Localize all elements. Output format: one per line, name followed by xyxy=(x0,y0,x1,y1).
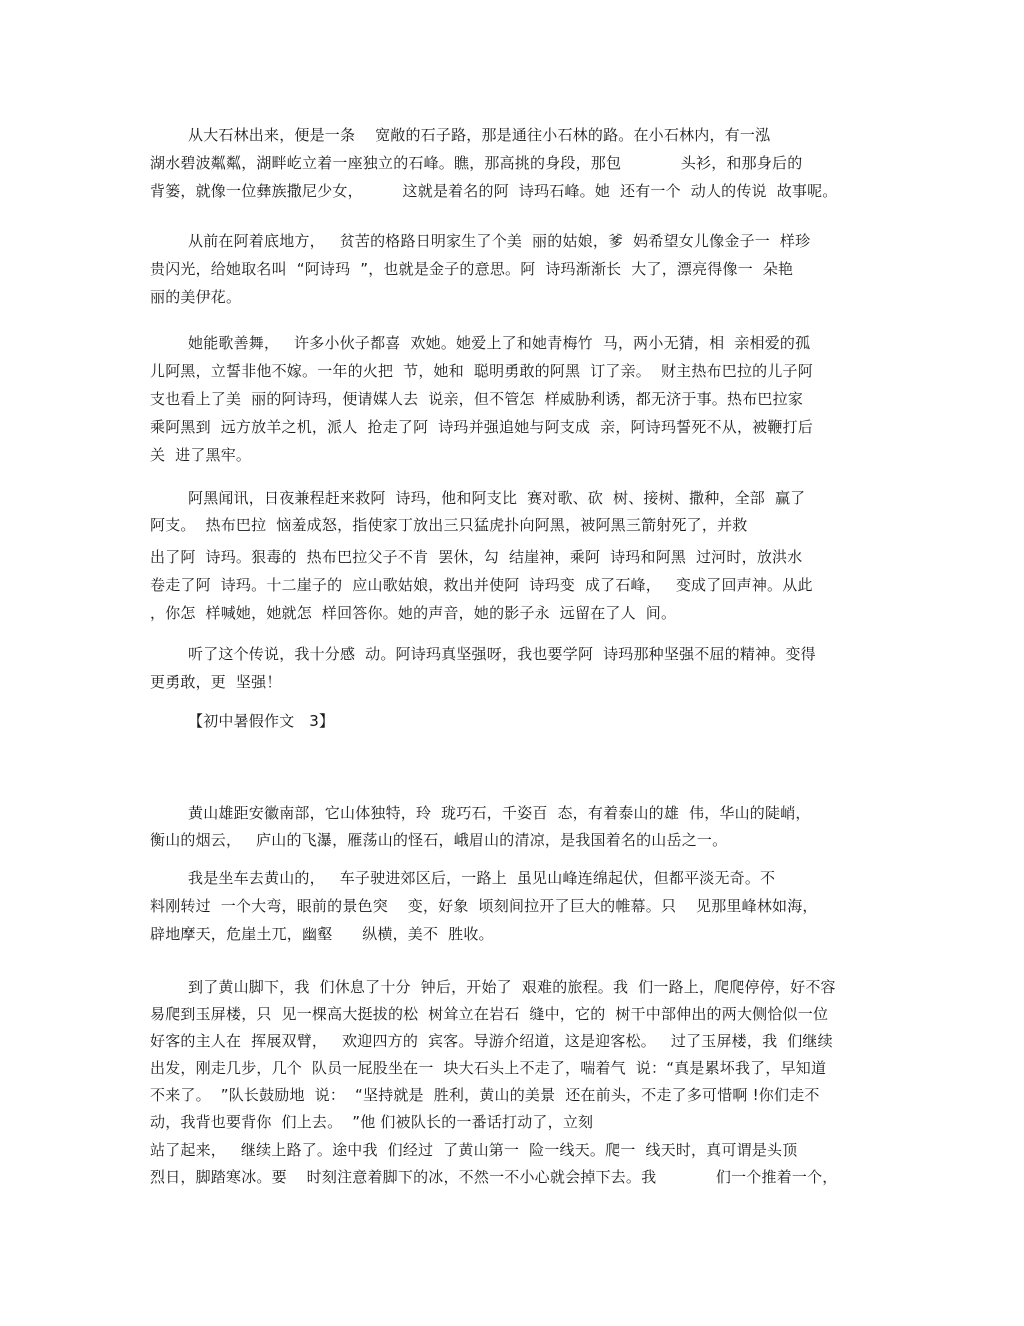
paragraph-2-line-3: 丽的美伊花。 xyxy=(150,288,242,306)
paragraph-7-line-3: 辟地摩天，危崖土兀，幽壑 纵横，美不 胜收。 xyxy=(150,925,494,943)
paragraph-3-line-2: 儿阿黑，立誓非他不嫁。一年的火把 节，她和 聪明勇敢的阿黑 订了亲。 财主热布巴拉的儿子阿 xyxy=(150,362,813,380)
paragraph-3-line-3: 支也看上了美 丽的阿诗玛，便请媒人去 说亲，但不管怎 样威胁利诱，都无济于事。热布巴拉家 xyxy=(150,390,804,408)
paragraph-8-line-7: 站了起来， 继续上路了。途中我 们经过 了黄山第一 险一线天。爬一 线天时，真可谓是头顶 xyxy=(150,1141,798,1159)
paragraph-8-line-8: 烈日，脚踏寒冰。要 时刻注意着脚下的冰，不然一不小心就会掉下去。我 们一个推着一个， xyxy=(150,1168,838,1186)
paragraph-3-line-1: 她能歌善舞， 许多小伙子都喜 欢她。她爱上了和她青梅竹 马，两小无猜，相 亲相爱的孤 xyxy=(188,334,811,352)
paragraph-1-line-3: 背篓，就像一位彝族撒尼少女， 这就是着名的阿 诗玛石峰。她 还有一个 动人的传说 故事呢。 xyxy=(150,182,838,200)
paragraph-1-line-1: 从大石林出来，便是一条 宽敞的石子路，那是通往小石林的路。在小石林内，有一泓 xyxy=(188,126,771,144)
paragraph-8-line-6: 动，我背也要背你 们上去。 ”他 们被队长的一番话打动了，立刻 xyxy=(150,1113,594,1131)
paragraph-4-line-5: ，你怎 样喊她，她就怎 样回答你。她的声音，她的影子永 远留在了人 间。 xyxy=(150,604,677,622)
paragraph-3-line-4: 乘阿黑到 远方放羊之机，派人 抢走了阿 诗玛并强追她与阿支成 亲，阿诗玛誓死不从，被鞭打后 xyxy=(150,418,813,436)
paragraph-8-line-3: 好客的主人在 挥展双臂， 欢迎四方的 宾客。导游介绍道，这是迎客松。 过了玉屏楼，我 们继续 xyxy=(150,1032,833,1050)
paragraph-8-line-5: 不来了。 ”队长鼓励地 说： “坚持就是 胜利，黄山的美景 还在前头，不走了多可惜啊 !你们走不 xyxy=(150,1086,820,1104)
paragraph-4-line-4: 卷走了阿 诗玛。十二崖子的 应山歌姑娘，救出并使阿 诗玛变 成了石峰， 变成了回声神。从此 xyxy=(150,576,813,594)
paragraph-8-line-1: 到了黄山脚下，我 们休息了十分 钟后，开始了 艰难的旅程。我 们一路上，爬爬停停，好不容 xyxy=(188,978,836,996)
paragraph-8-line-2: 易爬到玉屏楼，只 见一棵高大挺拔的松 树耸立在岩石 缝中，它的 树干中部伸出的两大侧恰似一位 xyxy=(150,1005,829,1023)
paragraph-6-line-2: 衡山的烟云， 庐山的飞瀑，雁荡山的怪石，峨眉山的清凉，是我国着名的山岳之一。 xyxy=(150,831,728,849)
paragraph-5-line-2: 更勇敢，更 坚强！ xyxy=(150,673,282,691)
paragraph-2-line-2: 贵闪光，给她取名叫 “阿诗玛 ”，也就是金子的意思。阿 诗玛渐渐长 大了，漂亮得像一 朵艳 xyxy=(150,260,794,278)
paragraph-3-line-5: 关 进了黑牢。 xyxy=(150,446,252,464)
paragraph-1-line-2: 湖水碧波粼粼，湖畔屹立着一座独立的石峰。瞧，那高挑的身段，那包 头衫，和那身后的 xyxy=(150,154,803,172)
essay-heading: 【初中暑假作文 3】 xyxy=(188,712,335,730)
paragraph-7-line-2: 料刚转过 一个大弯，眼前的景色突 变，好象 顷刻间拉开了巨大的帷幕。只 见那里峰林如海， xyxy=(150,897,818,915)
paragraph-4-line-2: 阿支。 热布巴拉 恼羞成怒，指使家丁放出三只猛虎扑向阿黑，被阿黑三箭射死了，并救 xyxy=(150,516,748,534)
paragraph-2-line-1: 从前在阿着底地方， 贫苦的格路日明家生了个美 丽的姑娘，爹 妈希望女儿像金子一 样珍 xyxy=(188,232,811,250)
paragraph-4-line-3: 出了阿 诗玛。狠毒的 热布巴拉父子不肯 罢休，勾 结崖神，乘阿 诗玛和阿黑 过河时，放洪水 xyxy=(150,548,803,566)
paragraph-7-line-1: 我是坐车去黄山的， 车子驶进郊区后，一路上 虽见山峰连绵起伏，但都平淡无奇。不 xyxy=(188,869,776,887)
paragraph-5-line-1: 听了这个传说，我十分感 动。阿诗玛真坚强呀，我也要学阿 诗玛那种坚强不屈的精神。变得 xyxy=(188,645,816,663)
paragraph-8-line-4: 出发，刚走几步，几个 队员一屁股坐在一 块大石头上不走了，喘着气 说：“真是累坏我了，早知道 xyxy=(150,1059,827,1077)
paragraph-4-line-1: 阿黑闻讯，日夜兼程赶来救阿 诗玛，他和阿支比 赛对歌、砍 树、接树、撒种，全部 赢了 xyxy=(188,489,806,507)
paragraph-6-line-1: 黄山雄距安徽南部，它山体独特，玲 珑巧石，千姿百 态，有着泰山的雄 伟，华山的陡峭， xyxy=(188,804,811,822)
